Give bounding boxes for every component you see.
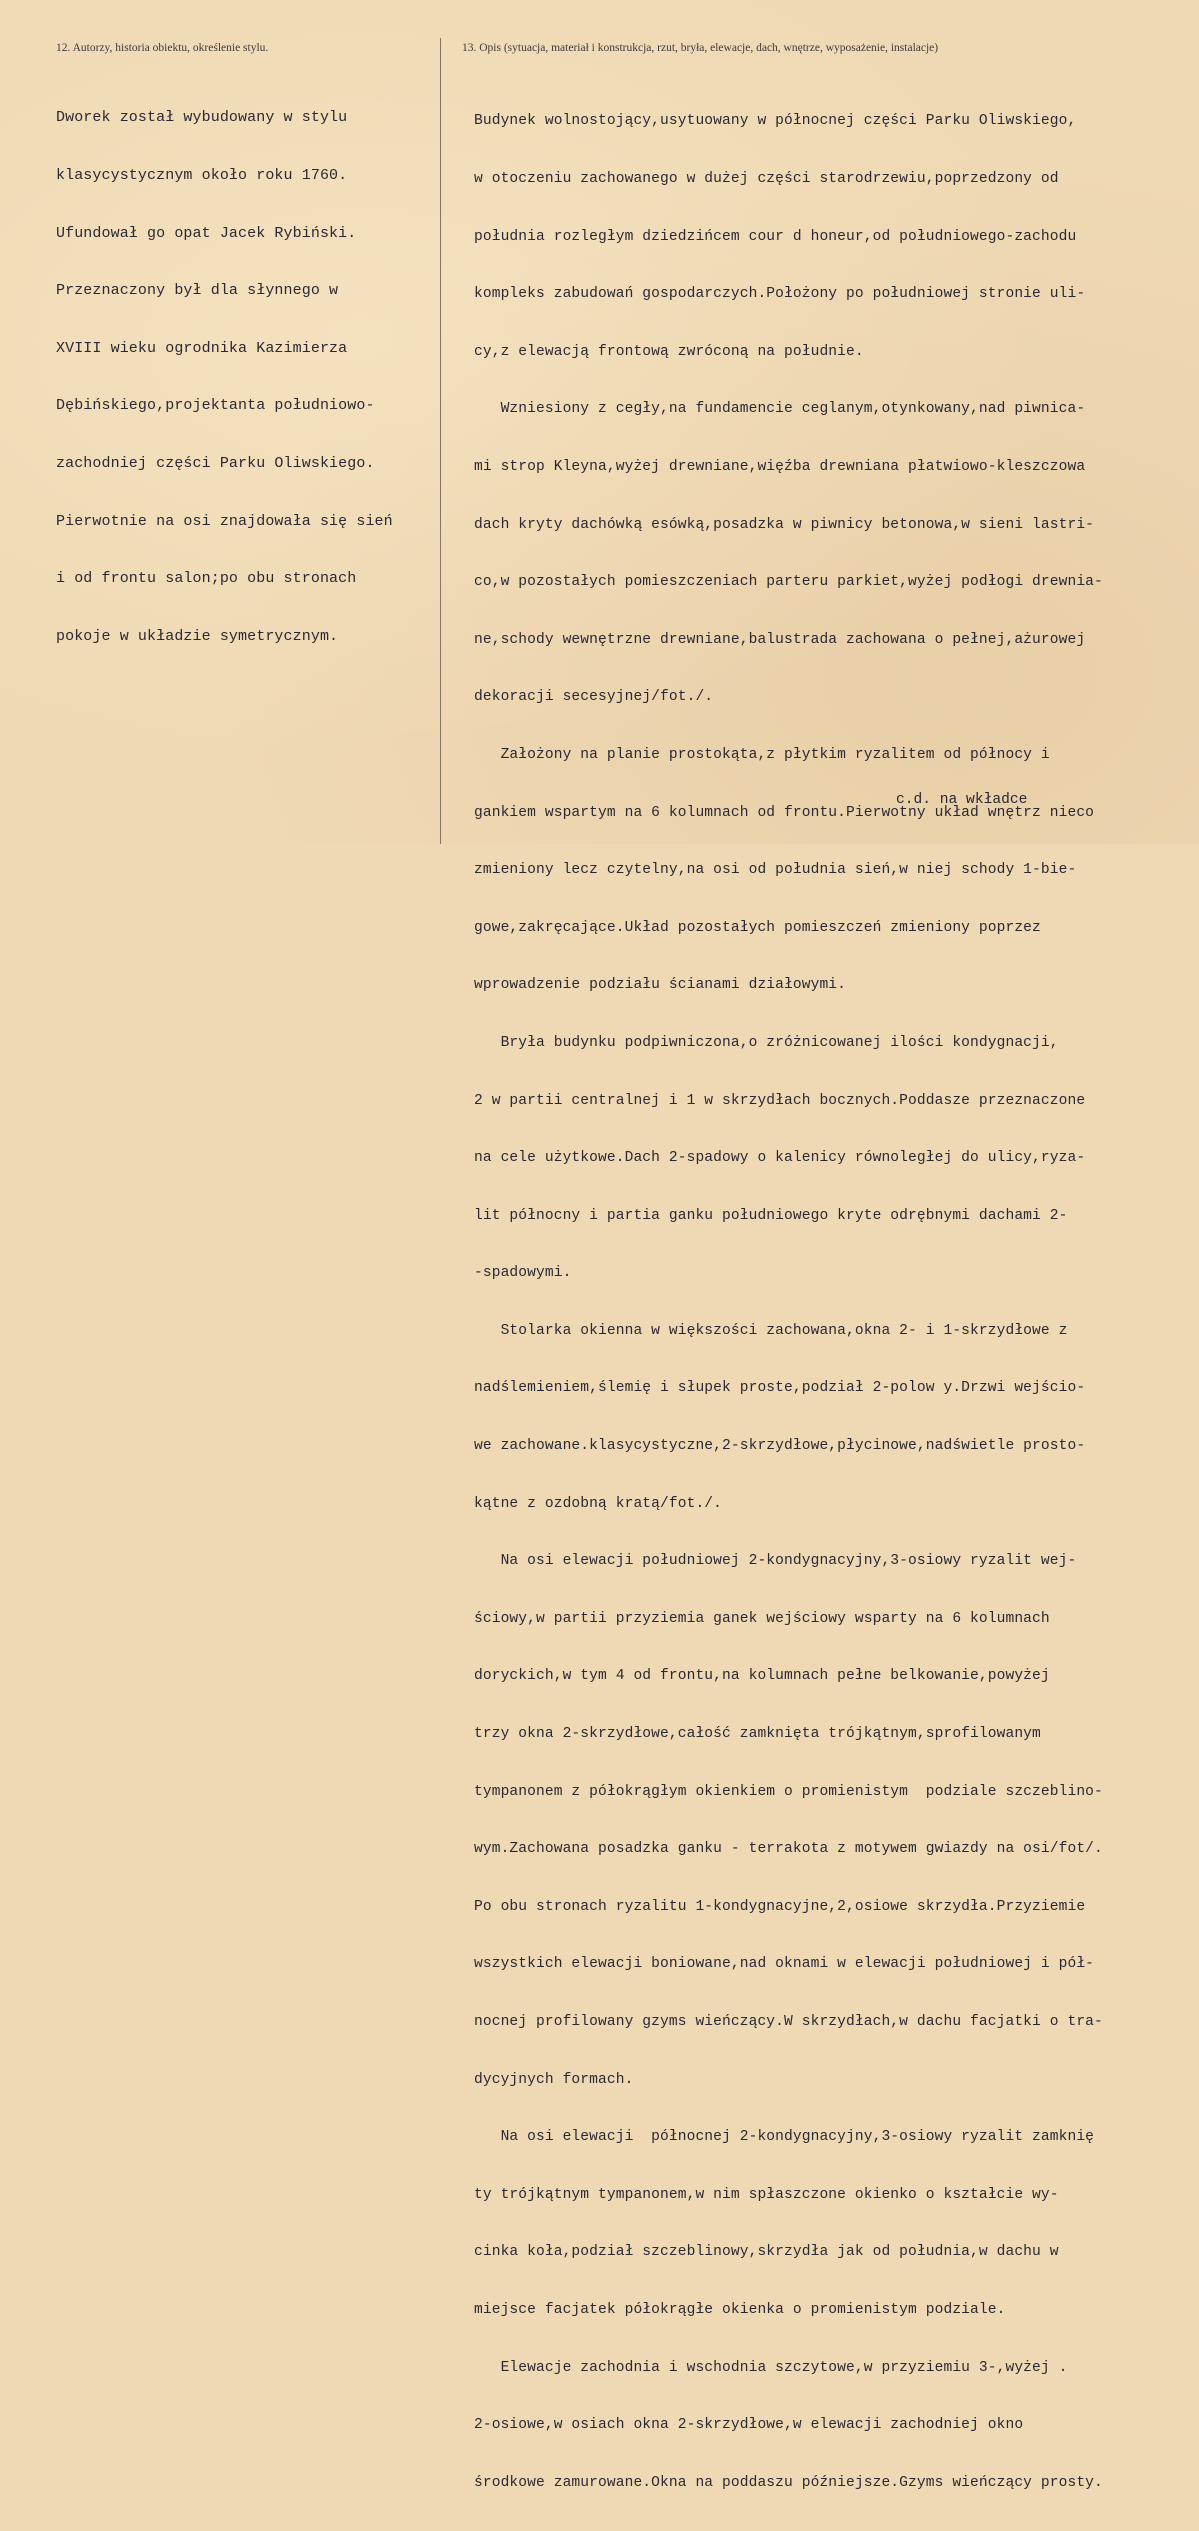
text-line: wszystkich elewacji boniowane,nad oknami w elewacji południowej i pół- <box>474 1956 1095 1973</box>
text-line: klasycystycznym około roku 1760. <box>56 167 348 184</box>
text-line: w otoczeniu zachowanego w dużej części starodrzewiu,poprzedzony od <box>474 171 1059 187</box>
text-line: dycyjnych formach. <box>474 2071 634 2088</box>
text-line: na cele użytkowe.Dach 2-spadowy o kalenicy równoległej do ulicy,ryza- <box>474 1150 1086 1167</box>
text-line: Ufundował go opat Jacek Rybiński. <box>56 224 357 242</box>
text-line: mi strop Kleyna,wyżej drewniane,więźba drewniana płatwiowo-kleszczowa <box>474 458 1086 475</box>
text-line: pokoje w układzie symetrycznym. <box>56 627 339 645</box>
text-line: wym.Zachowana posadzka ganku - terrakota z motywem gwiazdy na osi/fot/. <box>474 1841 1103 1858</box>
text-line: Stolarka okienna w większości zachowana,okna 2- i 1-skrzydłowe z <box>474 1322 1068 1339</box>
text-line: nocnej profilowany gzyms wieńczący.W skrzydłach,w dachu facjatki o tra- <box>474 2014 1103 2030</box>
text-line: dach kryty dachówką esówką,posadzka w piwnicy betonowa,w sieni lastri- <box>474 516 1095 533</box>
text-line: wprowadzenie podziału ścianami działowymi. <box>474 977 847 994</box>
text-line: Na osi elewacji południowej 2-kondygnacyjny,3-osiowy ryzalit wej- <box>474 1553 1077 1570</box>
text-line: Po obu stronach ryzalitu 1-kondygnacyjne,2,osiowe skrzydła.Przyziemie <box>474 1898 1086 1915</box>
text-line: Pierwotnie na osi znajdowała się sień <box>56 512 393 530</box>
text-line: Dworek został wybudowany w stylu <box>56 109 348 127</box>
text-line: Przeznaczony był dla słynnego w <box>56 282 339 300</box>
continuation-note: c.d. na wkładce <box>896 792 1028 808</box>
text-line: ty trójkątnym tympanonem,w nim spłaszczone okienko o kształcie wy- <box>474 2186 1059 2203</box>
text-line: Bryła budynku podpiwniczona,o zróżnicowanej ilości kondygnacji, <box>474 1034 1059 1051</box>
text-line: kompleks zabudowań gospodarczych.Położony po południowej stronie uli- <box>474 286 1086 303</box>
text-line: Wzniesiony z cegły,na fundamencie ceglanym,otynkowany,nad piwnica- <box>474 401 1086 418</box>
text-line: Budynek wolnostojący,usytuowany w północnej części Parku Oliwskiego, <box>474 113 1077 130</box>
text-line: nadślemieniem,ślemię i słupek proste,podział 2-polow y.Drzwi wejścio- <box>474 1380 1086 1397</box>
field-label-description: 13. Opis (sytuacja, materiał i konstrukcja, rzut, bryła, elewacje, dach, wnętrze, wyposażenie, instalacje) <box>462 42 939 54</box>
text-line: XVIII wieku ogrodnika Kazimierza <box>56 339 348 357</box>
text-line: tympanonem z półokrągłym okienkiem o promienistym podziale szczeblino- <box>474 1783 1103 1800</box>
text-line: zmieniony lecz czytelny,na osi od południa sień,w niej schody 1-bie- <box>474 862 1077 879</box>
text-line: doryckich,w tym 4 od frontu,na kolumnach pełne belkowanie,powyżej <box>474 1668 1050 1685</box>
text-line: ściowy,w partii przyziemia ganek wejściowy wsparty na 6 kolumnach <box>474 1610 1050 1627</box>
text-line: Dębińskiego,projektanta południowo- <box>56 397 375 415</box>
column-divider <box>440 38 441 844</box>
text-line: Na osi elewacji północnej 2-kondygnacyjny,3-osiowy ryzalit zamknię <box>474 2129 1095 2146</box>
text-line: dekoracji secesyjnej/fot./. <box>474 689 714 706</box>
text-line: gowe,zakręcające.Układ pozostałych pomieszczeń zmieniony poprzez <box>474 919 1041 936</box>
text-line: środkowe zamurowane.Okna na poddaszu późniejsze.Gzyms wieńczący prosty. <box>474 2474 1103 2491</box>
text-line: trzy okna 2-skrzydłowe,całość zamknięta trójkątnym,sprofilowanym <box>474 1726 1041 1743</box>
text-line: 2 w partii centralnej i 1 w skrzydłach bocznych.Poddasze przeznaczone <box>474 1092 1086 1109</box>
text-line: ne,schody wewnętrzne drewniane,balustrada zachowana o pełnej,ażurowej <box>474 631 1086 648</box>
text-line: zachodniej części Parku Oliwskiego. <box>56 454 375 472</box>
text-line: co,w pozostałych pomieszczeniach parteru parkiet,wyżej podłogi drewnia- <box>474 574 1103 591</box>
field-label-authors-history: 12. Autorzy, historia obiektu, określenie stylu. <box>56 42 269 54</box>
text-line: gankiem wspartym na 6 kolumnach od frontu.Pierwotny układ wnętrz nieco <box>474 804 1095 821</box>
text-line: Elewacje zachodnia i wschodnia szczytowe,w przyziemiu 3-,wyżej . <box>474 2359 1068 2376</box>
left-column-text <box>56 70 436 684</box>
text-line: cy,z elewacją frontową zwróconą na południe. <box>474 343 864 360</box>
text-line: 2-osiowe,w osiach okna 2-skrzydłowe,w elewacji zachodniej okno <box>474 2417 1024 2434</box>
text-line: cinka koła,podział szczeblinowy,skrzydła jak od południa,w dachu w <box>474 2244 1059 2261</box>
text-line: kątne z ozdobną kratą/fot./. <box>474 1495 723 1512</box>
text-line: Założony na planie prostokąta,z płytkim ryzalitem od północy i <box>474 746 1050 763</box>
text-line: we zachowane.klasycystyczne,2-skrzydłowe,płycinowe,nadświetle prosto- <box>474 1438 1086 1455</box>
text-line: lit północny i partia ganku południowego kryte odrębnymi dachami 2- <box>474 1207 1068 1224</box>
text-line: południa rozległym dziedzińcem cour d honeur,od południowego-zachodu <box>474 228 1077 245</box>
text-line: miejsce facjatek półokrągłe okienka o promienistym podziale. <box>474 2301 1006 2318</box>
text-line: i od frontu salon;po obu stronach <box>56 570 357 588</box>
right-column-text <box>474 74 1189 2531</box>
text-line: -spadowymi. <box>474 1265 572 1282</box>
